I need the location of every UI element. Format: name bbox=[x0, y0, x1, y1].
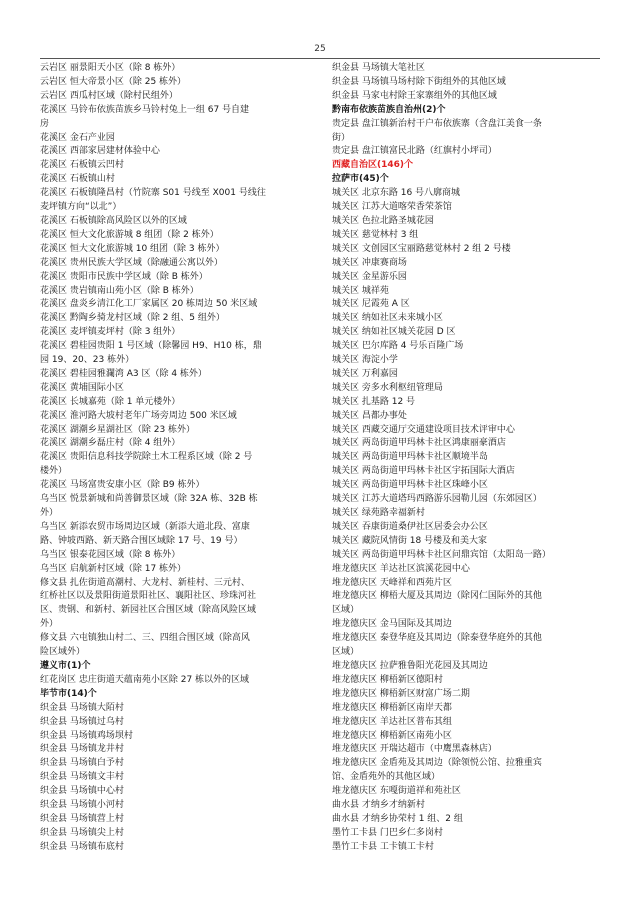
list-line: 云岩区 恒大帝景小区（除 25 栋外） bbox=[40, 76, 187, 87]
list-line: 乌当区 银泰花园区域（除 8 栋外） bbox=[40, 549, 181, 560]
list-line: 堆龙德庆区 羊达社区普布其组 bbox=[332, 716, 452, 727]
list-line: 织金县 马场镇小河村 bbox=[40, 800, 124, 811]
list-line: 红花岗区 忠庄街道天蕴南苑小区除 27 栋以外的区域 bbox=[40, 674, 250, 685]
list-line: 城关区 西藏交通厅交通建设项目技术评审中心 bbox=[332, 424, 515, 435]
list-line: 花溪区 贵州民族大学区域（除融通公寓以外） bbox=[40, 257, 223, 268]
list-line: 城关区 北京东路 16 号八廓商城 bbox=[332, 188, 461, 199]
list-line: 城关区 尼霞苑 A 区 bbox=[332, 299, 410, 310]
list-line: 堆龙德庆区 柳梧新区南岸天都 bbox=[332, 702, 452, 713]
list-line: 城关区 绿苑路幸福新村 bbox=[332, 508, 425, 518]
list-line: 堆龙德庆区 柳梧新区南苑小区 bbox=[332, 730, 452, 741]
list-line: 区域） bbox=[332, 605, 360, 616]
list-line: 花溪区 黄埔国际小区 bbox=[40, 382, 124, 393]
list-line: 城关区 纳如社区城关花园 D 区 bbox=[332, 327, 456, 338]
page-number: 25 bbox=[314, 44, 326, 54]
list-line: 墨竹工卡县 工卡镇工卡村 bbox=[332, 841, 434, 852]
list-line: 花溪区 马铃布依族苗族乡马铃村兔上一组 67 号自建 bbox=[40, 104, 250, 115]
list-line: 花溪区 石板镇除高风险区以外的区域 bbox=[40, 215, 187, 226]
list-line: 房 bbox=[40, 118, 50, 129]
list-line: 城关区 文创园区宝丽路慈觉林村 2 组 2 号楼 bbox=[332, 243, 511, 254]
list-line: 城关区 慈觉林村 3 组 bbox=[332, 229, 419, 240]
list-line: 堆龙德庆区 柳梧新区财富广场二期 bbox=[332, 688, 470, 699]
list-line: 花溪区 碧桂园雅瀾湾 A3 区（除 4 栋外） bbox=[40, 368, 207, 379]
list-line: 墨竹工卡县 门巴乡仁多岗村 bbox=[332, 827, 443, 838]
list-line: 花溪区 碧桂园贵阳 1 号区域（除馨园 H9、H10 栋，鼎 bbox=[40, 341, 262, 352]
list-line: 城关区 纳如社区未来城小区 bbox=[332, 313, 443, 324]
list-line: 织金县 马场镇布底村 bbox=[40, 841, 124, 852]
list-line: 园 19、20、23 栋外） bbox=[40, 355, 135, 366]
list-line: 花溪区 淮河路大坡村老年广场旁周边 500 米区域 bbox=[40, 410, 237, 421]
list-line: 织金县 马场镇中心村 bbox=[40, 786, 124, 797]
list-line: 织金县 马场镇马场村除下街组外的其他区域 bbox=[332, 76, 506, 87]
list-line: 花溪区 石板镇山村 bbox=[40, 174, 115, 185]
list-line: 花溪区 湖潮乡星湖社区（除 23 栋外） bbox=[40, 424, 196, 435]
list-line: 红桥社区以及景阳街道景阳社区、襄阳社区、珍珠河社 bbox=[40, 591, 257, 602]
list-line: 堆龙德庆区 柳梧大厦及其周边（除冈仁国际外的其他 bbox=[332, 591, 542, 602]
list-line: 外） bbox=[40, 619, 59, 630]
list-line: 花溪区 西部家居建材体验中心 bbox=[40, 146, 160, 157]
list-line: 外） bbox=[40, 508, 59, 518]
list-line: 城关区 金星游乐园 bbox=[332, 271, 407, 282]
list-line: 织金县 马场镇尖上村 bbox=[40, 827, 124, 838]
list-line: 城关区 江苏大道喀荣香荣茶馆 bbox=[332, 202, 452, 213]
list-line: 麦坪镇方向“以北”） bbox=[40, 202, 122, 213]
list-line: 城关区 巴尔库路 4 号乐百隆广场 bbox=[332, 341, 464, 352]
section-heading: 遵义市(1)个 bbox=[40, 660, 91, 671]
list-line: 织金县 马场镇大笔社区 bbox=[332, 63, 425, 73]
list-line: 馆、金盾苑外的其他区域） bbox=[332, 772, 441, 783]
list-line: 乌当区 悦景新城和尚善御景区域（除 32A 栋、32B 栋 bbox=[40, 494, 258, 505]
list-line: 乌当区 启航新村区域（除 17 栋外） bbox=[40, 563, 187, 574]
list-line: 花溪区 贵岩镇南山苑小区（除 B 栋外） bbox=[40, 285, 199, 296]
list-line: 城关区 两岛街道甲玛林卡社区珠峰小区 bbox=[332, 480, 488, 491]
section-heading: 黔南布依族苗族自治州(2)个 bbox=[332, 104, 446, 115]
list-line: 城关区 冲康赛商场 bbox=[332, 257, 407, 268]
section-heading: 西藏自治区(146)个 bbox=[332, 160, 414, 171]
list-line: 堆龙德庆区 金马国际及其周边 bbox=[332, 619, 452, 630]
list-line: 织金县 马场镇文丰村 bbox=[40, 772, 124, 783]
list-line: 花溪区 贵阳市民族中学区域（除 B 栋外） bbox=[40, 271, 208, 282]
list-line: 区、贵钢、和新村、新园社区合围区域（除高风险区域 bbox=[40, 605, 257, 616]
list-line: 城关区 两岛街道甲玛林卡社区顺境半岛 bbox=[332, 452, 488, 463]
list-line: 城关区 藏院风情街 18 号楼及和美大家 bbox=[332, 535, 488, 546]
list-line: 花溪区 湖潮乡磊庄村（除 4 组外） bbox=[40, 438, 181, 449]
section-heading: 毕节市(14)个 bbox=[40, 688, 97, 699]
list-line: 织金县 马场镇大陌村 bbox=[40, 702, 124, 713]
list-line: 织金县 马场镇过乌村 bbox=[40, 716, 124, 727]
section-heading: 拉萨市(45)个 bbox=[332, 174, 389, 185]
list-line: 花溪区 贵阳信息科技学院除土木工程系区域（除 2 号 bbox=[40, 452, 253, 463]
list-line: 贵定县 盘江镇新治村干户布依族寨（含盘江美食一条 bbox=[332, 118, 542, 129]
list-line: 修文县 六屯镇独山村二、三、四组合围区域（除高风 bbox=[40, 633, 250, 644]
list-line: 城关区 万利嘉园 bbox=[332, 368, 398, 379]
list-line: 修文县 扎佐街道高潮村、大龙村、新桂村、三元村、 bbox=[40, 577, 250, 588]
list-line: 织金县 马场镇鸡场坝村 bbox=[40, 730, 133, 741]
list-line: 花溪区 盘炎乡清江化工厂家属区 20 栋周边 50 米区域 bbox=[40, 299, 258, 310]
list-line: 路、钟坡西路、新天路合围区域除 17 号、19 号） bbox=[40, 535, 243, 546]
list-line: 城关区 江苏大道塔玛西路游乐园勒儿园（东郊园区） bbox=[332, 494, 542, 505]
list-line: 城关区 两岛街道甲玛林卡社区问鼎宾馆（太阳岛一路） bbox=[332, 549, 551, 560]
list-line: 堆龙德庆区 天峰祥和西苑片区 bbox=[332, 577, 452, 588]
list-line: 乌当区 新添农贸市场周边区域（新添大道北段、富康 bbox=[40, 521, 250, 532]
list-line: 花溪区 麦坪镇麦坪村（除 3 组外） bbox=[40, 327, 181, 338]
list-line: 城关区 海淀小学 bbox=[332, 355, 398, 366]
list-line: 花溪区 恒大文化旅游城 10 组团（除 3 栋外） bbox=[40, 243, 225, 254]
list-line: 花溪区 黔陶乡骑龙村区域（除 2 组、5 组外） bbox=[40, 313, 225, 324]
right-column bbox=[332, 62, 617, 855]
list-line: 云岩区 丽景阳天小区（除 8 栋外） bbox=[40, 63, 181, 73]
list-line: 堆龙德庆区 东嘎街道祥和苑社区 bbox=[332, 786, 461, 797]
left-column bbox=[40, 62, 325, 855]
list-line: 城关区 色拉北路圣城花园 bbox=[332, 215, 434, 226]
list-line: 区域） bbox=[332, 647, 360, 658]
list-line: 贵定县 盘江镇富民北路（红旗村小坪司） bbox=[332, 146, 497, 157]
list-line: 城关区 两岛街道甲玛林卡社区鸿康丽豪酒店 bbox=[332, 438, 506, 449]
list-line: 城关区 昌都办事处 bbox=[332, 410, 407, 421]
list-line: 城关区 城祥苑 bbox=[332, 285, 389, 296]
list-line: 花溪区 恒大文化旅游城 8 组团（除 2 栋外） bbox=[40, 229, 219, 240]
list-line: 堆龙德庆区 柳梧新区德阳村 bbox=[332, 674, 443, 685]
list-line: 堆龙德庆区 拉萨雅鲁阳光花园及其周边 bbox=[332, 660, 488, 671]
list-line: 曲水县 才纳乡才纳新村 bbox=[332, 800, 425, 811]
list-line: 云岩区 西瓜村区域（除村民组外） bbox=[40, 90, 178, 101]
list-line: 城关区 旁多水利枢纽管理局 bbox=[332, 382, 443, 393]
list-line: 街） bbox=[332, 132, 351, 143]
list-line: 织金县 马家屯村除王家寨组外的其他区域 bbox=[332, 90, 497, 101]
list-line: 曲水县 才纳乡协荣村 1 组、2 组 bbox=[332, 813, 463, 824]
list-line: 织金县 马场镇白予村 bbox=[40, 758, 124, 769]
list-line: 花溪区 石板镇云凹村 bbox=[40, 160, 124, 171]
list-line: 堆龙德庆区 金盾苑及其周边（除领悦公馆、拉雅重宾 bbox=[332, 758, 542, 769]
list-line: 花溪区 马场富贵安康小区（除 B9 栋外） bbox=[40, 480, 205, 491]
list-line: 堆龙德庆区 羊达社区滨溪花园中心 bbox=[332, 563, 470, 574]
list-line: 城关区 吞康街道桑伊社区居委会办公区 bbox=[332, 521, 488, 532]
list-line: 堆龙德庆区 开瑞达超市（中鹰黑森林店） bbox=[332, 744, 497, 755]
header-rule bbox=[40, 58, 600, 59]
list-line: 城关区 两岛街道甲玛林卡社区宇拓国际大酒店 bbox=[332, 466, 515, 477]
list-line: 花溪区 石板镇隆昌村（竹院寨 S01 号线至 X001 号线往 bbox=[40, 188, 266, 199]
list-line: 险区域外） bbox=[40, 647, 86, 658]
list-line: 城关区 扎基路 12 号 bbox=[332, 396, 416, 407]
list-line: 花溪区 长城嘉苑（除 1 单元楼外） bbox=[40, 396, 181, 407]
list-line: 织金县 马场镇龙井村 bbox=[40, 744, 124, 755]
list-line: 织金县 马场镇营上村 bbox=[40, 813, 124, 824]
list-line: 花溪区 金石产业园 bbox=[40, 132, 115, 143]
list-line: 堆龙德庆区 泰登华庭及其周边（除泰登华庭外的其他 bbox=[332, 633, 542, 644]
list-line: 楼外） bbox=[40, 466, 68, 477]
